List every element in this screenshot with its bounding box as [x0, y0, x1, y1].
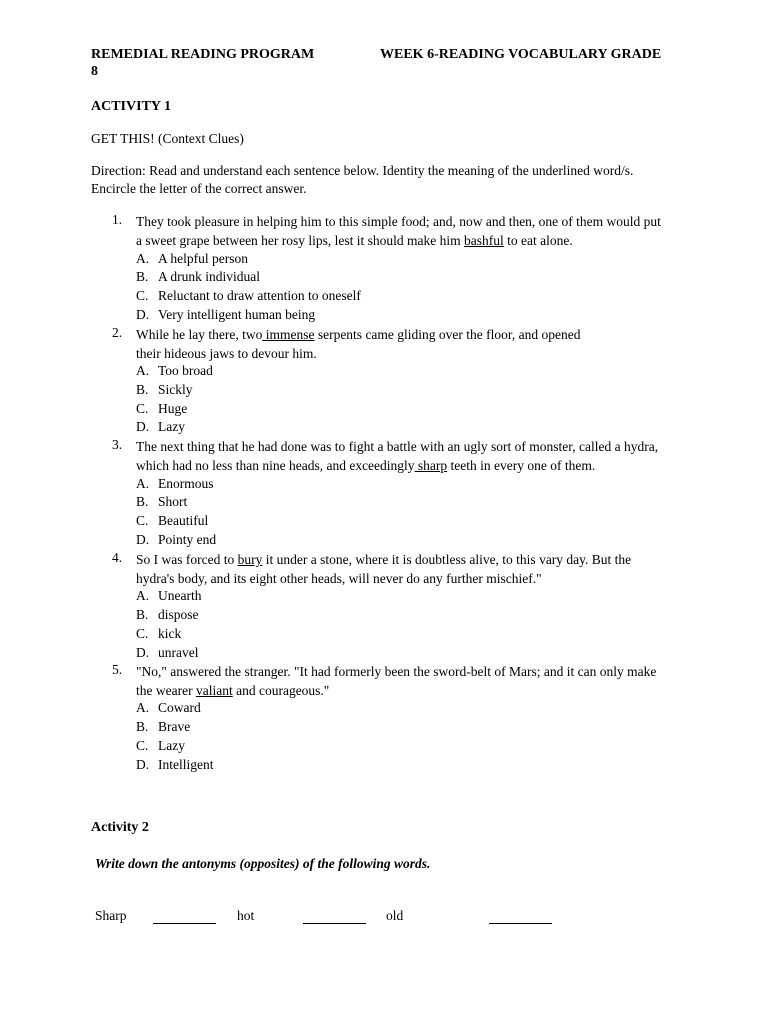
- option-d[interactable]: [136, 306, 315, 324]
- activity2-title: Activity 2: [91, 820, 149, 835]
- option-c[interactable]: [136, 287, 361, 305]
- question-text: [136, 212, 681, 250]
- underlined-word: bashful: [464, 233, 504, 248]
- option-letter: A.: [136, 476, 150, 491]
- option-letter: D.: [136, 307, 150, 322]
- option-letter: B.: [136, 607, 149, 622]
- option-a[interactable]: [136, 362, 213, 380]
- question-line-2: [136, 681, 681, 700]
- option-letter: A.: [136, 251, 150, 266]
- option-text: Coward: [158, 700, 201, 715]
- question-number: 2.: [112, 325, 123, 340]
- option-letter: B.: [136, 494, 149, 509]
- text-segment: to eat alone.: [503, 233, 573, 248]
- option-c[interactable]: [136, 512, 208, 530]
- option-text: Too broad: [158, 363, 213, 378]
- question-number: 3.: [112, 437, 123, 452]
- option-a[interactable]: [136, 587, 201, 605]
- answer-blank-1[interactable]: [153, 911, 216, 924]
- option-b[interactable]: [136, 381, 193, 399]
- option-text: Unearth: [158, 588, 202, 603]
- text-segment: and courageous.": [232, 683, 330, 698]
- option-b[interactable]: [136, 718, 190, 736]
- question-number: 5.: [112, 662, 123, 677]
- text-segment: So I was forced to: [136, 552, 238, 567]
- option-text: Enormous: [158, 476, 214, 491]
- question-text: [136, 437, 681, 475]
- question-text: [136, 325, 681, 363]
- underlined-word: sharp: [414, 458, 448, 473]
- option-letter: A.: [136, 363, 150, 378]
- text-segment: the wearer: [136, 683, 196, 698]
- option-letter: C.: [136, 288, 149, 303]
- word-hot: hot: [237, 908, 255, 923]
- word-old: old: [386, 908, 404, 923]
- option-text: Reluctant to draw attention to oneself: [158, 288, 361, 303]
- option-text: Lazy: [158, 738, 185, 753]
- option-letter: C.: [136, 513, 149, 528]
- option-text: Sickly: [158, 382, 193, 397]
- underlined-word: bury: [237, 552, 263, 567]
- program-title: REMEDIAL READING PROGRAM: [91, 47, 315, 62]
- question-text: [136, 662, 681, 700]
- option-d[interactable]: [136, 418, 185, 436]
- option-letter: D.: [136, 532, 150, 547]
- word-sharp: Sharp: [95, 908, 127, 923]
- option-text: Huge: [158, 401, 188, 416]
- option-d[interactable]: [136, 531, 216, 549]
- text-segment: teeth in every one of them.: [447, 458, 596, 473]
- option-a[interactable]: [136, 250, 248, 268]
- option-text: Lazy: [158, 419, 185, 434]
- question-line-2: their hideous jaws to devour him.: [136, 346, 317, 361]
- answer-blank-2[interactable]: [303, 911, 366, 924]
- underlined-word: valiant: [195, 683, 233, 698]
- option-letter: A.: [136, 700, 150, 715]
- option-letter: A.: [136, 588, 150, 603]
- option-letter: D.: [136, 757, 150, 772]
- option-text: unravel: [158, 645, 199, 660]
- option-c[interactable]: [136, 400, 187, 418]
- text-segment: While he lay there, two: [136, 327, 263, 342]
- option-letter: B.: [136, 269, 149, 284]
- option-b[interactable]: [136, 268, 260, 286]
- option-a[interactable]: [136, 699, 201, 717]
- option-letter: C.: [136, 626, 149, 641]
- direction-line-2: Encircle the letter of the correct answer.: [91, 181, 307, 196]
- question-line-2: [136, 231, 681, 250]
- text-segment: a sweet grape between her rosy lips, lest it should make him: [136, 233, 465, 248]
- week-title: WEEK 6-READING VOCABULARY GRADE: [380, 47, 662, 62]
- option-letter: B.: [136, 719, 149, 734]
- question-number: 1.: [112, 212, 123, 227]
- text-segment: it under a stone, where it is doubtless alive, to this vary day. But the: [262, 552, 632, 567]
- option-letter: D.: [136, 645, 150, 660]
- option-text: Intelligent: [158, 757, 214, 772]
- activity2-instruction: Write down the antonyms (opposites) of the following words.: [95, 856, 431, 871]
- direction-text: [91, 162, 691, 198]
- option-letter: B.: [136, 382, 149, 397]
- option-d[interactable]: [136, 644, 198, 662]
- option-a[interactable]: [136, 475, 214, 493]
- option-text: Pointy end: [158, 532, 217, 547]
- activity1-subtitle: GET THIS! (Context Clues): [91, 131, 244, 146]
- option-text: Very intelligent human being: [158, 307, 316, 322]
- week-title-continued: 8: [91, 64, 98, 79]
- option-text: A drunk individual: [158, 269, 260, 284]
- option-text: Beautiful: [158, 513, 209, 528]
- option-b[interactable]: [136, 493, 187, 511]
- option-text: A helpful person: [158, 251, 248, 266]
- underlined-word: immense: [262, 327, 315, 342]
- text-segment: which had no less than nine heads, and exceedingly: [136, 458, 415, 473]
- option-text: Short: [158, 494, 188, 509]
- answer-blank-3[interactable]: [489, 911, 552, 924]
- option-c[interactable]: [136, 625, 181, 643]
- activity1-title: ACTIVITY 1: [91, 99, 171, 114]
- option-text: Brave: [158, 719, 191, 734]
- option-letter: C.: [136, 401, 149, 416]
- option-b[interactable]: [136, 606, 199, 624]
- question-line-1: [136, 550, 681, 569]
- question-number: 4.: [112, 550, 123, 565]
- question-line-2: hydra's body, and its eight other heads, will never do any further mischief.": [136, 571, 542, 586]
- question-line-2: [136, 456, 681, 475]
- option-letter: C.: [136, 738, 149, 753]
- option-d[interactable]: [136, 756, 213, 774]
- option-text: dispose: [158, 607, 199, 622]
- option-letter: D.: [136, 419, 150, 434]
- question-line-1: [136, 325, 681, 344]
- option-c[interactable]: [136, 737, 185, 755]
- option-text: kick: [158, 626, 182, 641]
- direction-line-1: Direction: Read and understand each sentence below. Identity the meaning of the underlined word/s.: [91, 163, 634, 178]
- question-text: [136, 550, 681, 588]
- question-line-1: The next thing that he had done was to fight a battle with an ugly sort of monster, called a hydra,: [136, 439, 659, 454]
- text-segment: serpents came gliding over the floor, and opened: [314, 327, 581, 342]
- question-line-1: They took pleasure in helping him to this simple food; and, now and then, one of them would put: [136, 214, 661, 229]
- question-line-1: "No," answered the stranger. "It had formerly been the sword-belt of Mars; and it can only make: [136, 664, 657, 679]
